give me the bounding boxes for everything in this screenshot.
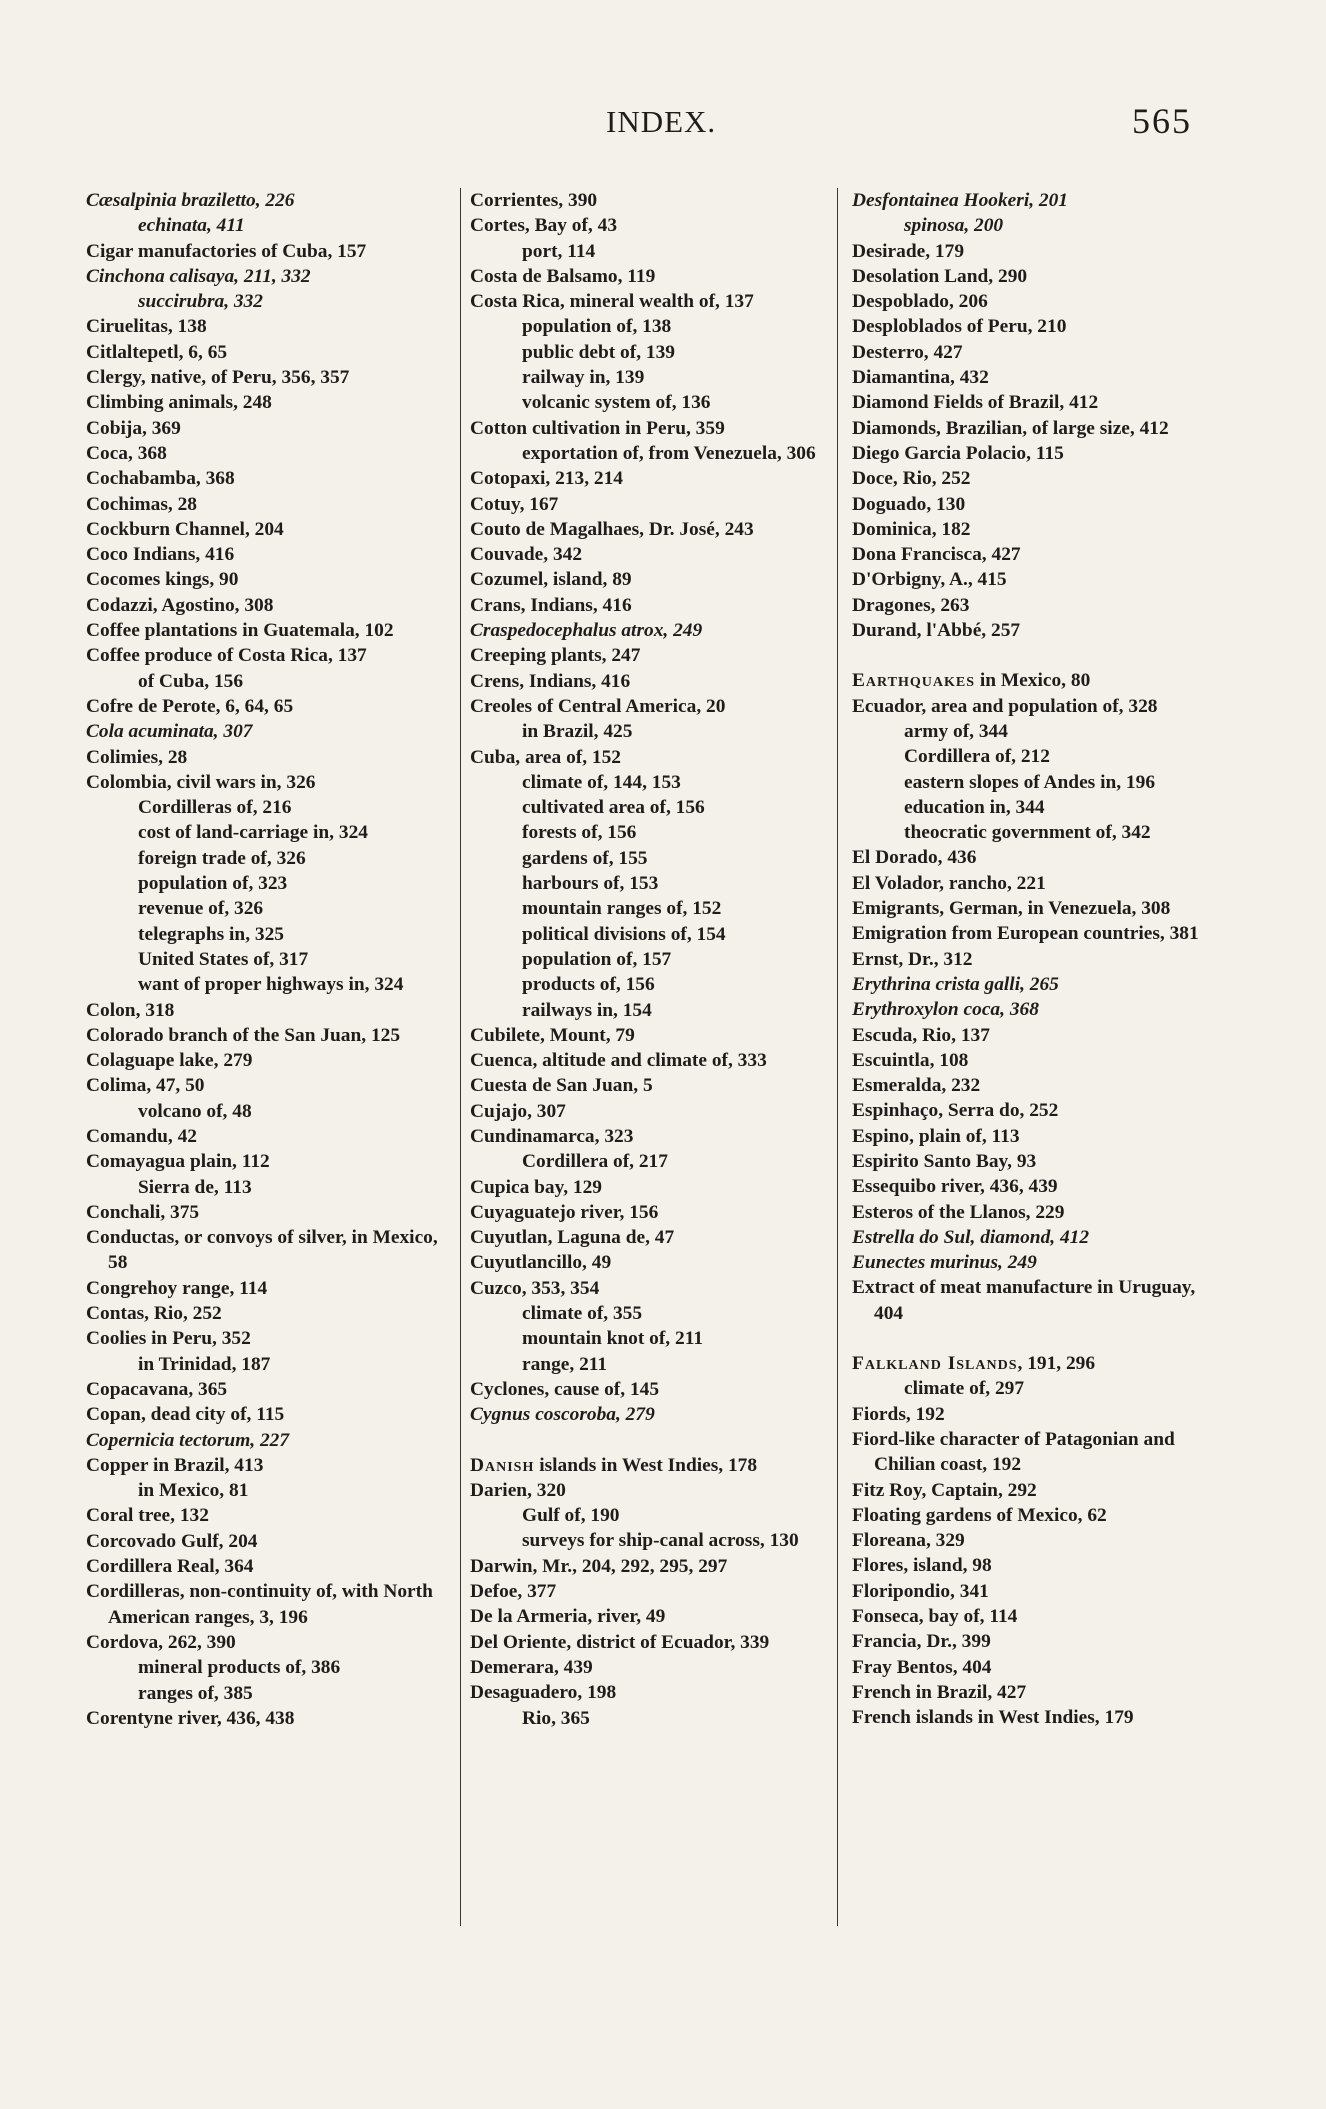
index-entry: Cobija, 369: [86, 417, 181, 439]
index-entry: Coffee plantations in Guatemala, 102: [86, 620, 394, 642]
index-entry: Colorado branch of the San Juan, 125: [86, 1024, 401, 1046]
index-subentry: echinata, 411: [138, 215, 245, 237]
index-entry: Escuda, Rio, 137: [852, 1024, 990, 1046]
index-subentry: population of, 138: [522, 316, 672, 338]
index-entry: Craspedocephalus atrox, 249: [470, 620, 703, 642]
index-entry: Copacavana, 365: [86, 1378, 228, 1400]
index-entry: Desterro, 427: [852, 341, 963, 363]
index-entry: Contas, Rio, 252: [86, 1303, 222, 1325]
index-subentry: climate of, 355: [522, 1303, 643, 1325]
index-subentry: range, 211: [522, 1353, 608, 1375]
index-entry: Coffee produce of Costa Rica, 137: [86, 645, 367, 667]
index-subentry: population of, 323: [138, 873, 288, 895]
index-subentry: population of, 157: [522, 948, 672, 970]
index-entry: Conductas, or convoys of silver, in Mexico, 58: [86, 1227, 438, 1274]
index-entry: Cuyutlancillo, 49: [470, 1252, 612, 1274]
index-entry: Desolation Land, 290: [852, 265, 1028, 287]
index-subentry: in Mexico, 81: [138, 1480, 249, 1502]
page-number: 565: [1132, 101, 1192, 141]
index-subentry: Rio, 365: [522, 1707, 590, 1729]
index-subentry: spinosa, 200: [904, 215, 1004, 237]
index-subentry: climate of, 297: [904, 1378, 1025, 1400]
index-entry: Fitz Roy, Captain, 292: [852, 1479, 1037, 1501]
index-subentry: in Trinidad, 187: [138, 1353, 271, 1375]
index-entry: Colon, 318: [86, 999, 175, 1021]
index-subentry: Gulf of, 190: [522, 1505, 620, 1527]
index-subentry: Sierra de, 113: [138, 1176, 252, 1198]
index-subentry: gardens of, 155: [522, 847, 648, 869]
index-entry: Coolies in Peru, 352: [86, 1328, 251, 1350]
index-entry: Couvade, 342: [470, 544, 583, 566]
index-entry: Defoe, 377: [470, 1581, 557, 1603]
index-entry: Doce, Rio, 252: [852, 468, 971, 490]
index-entry: Del Oriente, district of Ecuador, 339: [470, 1631, 770, 1653]
index-entry: Climbing animals, 248: [86, 392, 272, 414]
index-entry: Citlaltepetl, 6, 65: [86, 341, 228, 363]
index-entry: Cuyaguatejo river, 156: [470, 1201, 659, 1223]
index-entry: Fonseca, bay of, 114: [852, 1606, 1018, 1628]
index-subentry: railway in, 139: [522, 367, 645, 389]
index-subentry: mineral products of, 386: [138, 1657, 341, 1679]
index-entry: Darien, 320: [470, 1479, 566, 1501]
index-entry: Copan, dead city of, 115: [86, 1404, 285, 1426]
index-entry: Esmeralda, 232: [852, 1075, 981, 1097]
index-entry: Desirade, 179: [852, 240, 965, 262]
index-entry: Erythroxylon coca, 368: [852, 999, 1039, 1021]
index-entry: Cotopaxi, 213, 214: [470, 468, 623, 490]
index-entry: Cordova, 262, 390: [86, 1631, 236, 1653]
index-entry: Crans, Indians, 416: [470, 594, 632, 616]
index-subentry: exportation of, from Venezuela, 306: [522, 442, 816, 464]
index-subentry: volcano of, 48: [138, 1100, 252, 1122]
index-subentry: cultivated area of, 156: [522, 797, 705, 819]
index-subentry: railways in, 154: [522, 999, 652, 1021]
index-entry: Escuintla, 108: [852, 1049, 969, 1071]
index-entry: Ernst, Dr., 312: [852, 948, 973, 970]
index-entry: Earthquakes in Mexico, 80: [852, 670, 1091, 692]
column-divider: [837, 188, 838, 1926]
index-entry: Cigar manufactories of Cuba, 157: [86, 240, 367, 262]
index-entry: Colombia, civil wars in, 326: [86, 771, 316, 793]
index-entry: El Dorado, 436: [852, 847, 977, 869]
index-subentry: succirubra, 332: [138, 291, 263, 313]
index-entry: Cujajo, 307: [470, 1100, 566, 1122]
index-entry: Emigration from European countries, 381: [852, 923, 1199, 945]
index-entry: Congrehoy range, 114: [86, 1277, 268, 1299]
index-entry: Doguado, 130: [852, 493, 966, 515]
index-entry: Creeping plants, 247: [470, 645, 641, 667]
index-entry: Cotton cultivation in Peru, 359: [470, 417, 725, 439]
index-entry: Coco Indians, 416: [86, 544, 235, 566]
index-entry: Clergy, native, of Peru, 356, 357: [86, 367, 350, 389]
index-subentry: revenue of, 326: [138, 898, 264, 920]
index-subentry: want of proper highways in, 324: [138, 974, 404, 996]
index-entry: Desploblados of Peru, 210: [852, 316, 1067, 338]
index-entry: Cordilleras, non-continuity of, with North American ranges, 3, 196: [86, 1581, 433, 1628]
index-entry: Cuba, area of, 152: [470, 746, 621, 768]
index-entry: Francia, Dr., 399: [852, 1631, 991, 1653]
index-entry: Erythrina crista galli, 265: [852, 973, 1059, 995]
index-entry: Colaguape lake, 279: [86, 1050, 253, 1072]
index-entry: Fray Bentos, 404: [852, 1656, 992, 1678]
index-entry: Cyclones, cause of, 145: [470, 1378, 660, 1400]
index-entry: Costa de Balsamo, 119: [470, 265, 656, 287]
index-entry: Cozumel, island, 89: [470, 569, 632, 591]
index-subentry: mountain ranges of, 152: [522, 898, 722, 920]
index-subentry: foreign trade of, 326: [138, 847, 306, 869]
index-entry: Colima, 47, 50: [86, 1075, 205, 1097]
index-entry: Floating gardens of Mexico, 62: [852, 1504, 1107, 1526]
index-entry: Corrientes, 390: [470, 190, 598, 211]
index-entry: Ciruelitas, 138: [86, 316, 207, 338]
index-entry: Corentyne river, 436, 438: [86, 1707, 295, 1729]
index-entry: Crens, Indians, 416: [470, 670, 631, 692]
index-subentry: Cordillera of, 217: [522, 1151, 668, 1173]
index-entry: Copernicia tectorum, 227: [86, 1429, 290, 1451]
index-subentry: United States of, 317: [138, 948, 309, 970]
index-subentry: products of, 156: [522, 974, 655, 996]
index-entry: Cockburn Channel, 204: [86, 518, 284, 540]
index-entry: Espirito Santo Bay, 93: [852, 1150, 1037, 1172]
index-entry: Codazzi, Agostino, 308: [86, 594, 274, 616]
index-entry: Cordillera Real, 364: [86, 1556, 254, 1578]
index-subentry: Cordillera of, 212: [904, 746, 1050, 768]
index-entry: Cundinamarca, 323: [470, 1125, 634, 1147]
index-entry: Espinhaço, Serra do, 252: [852, 1100, 1059, 1122]
index-subentry: political divisions of, 154: [522, 923, 726, 945]
index-entry: Cola acuminata, 307: [86, 721, 253, 743]
index-entry: Desaguadero, 198: [470, 1682, 617, 1704]
index-subentry: cost of land-carriage in, 324: [138, 822, 368, 844]
index-entry: Costa Rica, mineral wealth of, 137: [470, 291, 754, 313]
index-entry: Dominica, 182: [852, 518, 971, 540]
index-entry: Cupica bay, 129: [470, 1176, 602, 1198]
index-entry: Fiord-like character of Patagonian and Chilian coast, 192: [852, 1428, 1175, 1476]
index-subentry: port, 114: [522, 240, 596, 262]
index-entry: Desfontainea Hookeri, 201: [852, 190, 1068, 211]
index-entry: Corcovado Gulf, 204: [86, 1530, 258, 1552]
index-column-3: [852, 188, 1208, 1731]
running-title: INDEX.: [606, 104, 717, 139]
page-header: [0, 101, 1326, 154]
index-entry: Diego Garcia Polacio, 115: [852, 442, 1064, 464]
index-subentry: climate of, 144, 153: [522, 771, 681, 793]
index-entry: Comayagua plain, 112: [86, 1151, 270, 1173]
index-entry: Cygnus coscoroba, 279: [470, 1404, 655, 1426]
index-entry: Cocomes kings, 90: [86, 569, 239, 591]
index-entry: Cotuy, 167: [470, 493, 559, 515]
index-entry: Dragones, 263: [852, 594, 970, 616]
index-entry: Dona Francisca, 427: [852, 544, 1021, 566]
index-entry: Coral tree, 132: [86, 1505, 209, 1527]
index-subentry: theocratic government of, 342: [904, 822, 1151, 844]
index-subentry: public debt of, 139: [522, 341, 675, 363]
index-entry: French islands in West Indies, 179: [852, 1707, 1134, 1729]
index-subentry: of Cuba, 156: [138, 670, 244, 692]
index-entry: Copper in Brazil, 413: [86, 1454, 264, 1476]
index-subentry: ranges of, 385: [138, 1682, 253, 1704]
index-entry: Cuyutlan, Laguna de, 47: [470, 1227, 675, 1249]
index-entry: Diamantina, 432: [852, 367, 989, 389]
index-entry: Ecuador, area and population of, 328: [852, 695, 1158, 717]
index-entry: Emigrants, German, in Venezuela, 308: [852, 898, 1171, 920]
index-entry: Diamond Fields of Brazil, 412: [852, 392, 1099, 414]
index-entry: French in Brazil, 427: [852, 1681, 1027, 1703]
index-subentry: education in, 344: [904, 796, 1045, 818]
index-entry: Despoblado, 206: [852, 291, 988, 313]
index-entry: Cæsalpinia braziletto, 226: [86, 190, 295, 211]
index-entry: Cochimas, 28: [86, 493, 197, 515]
index-subentry: harbours of, 153: [522, 873, 659, 895]
index-entry: Comandu, 42: [86, 1125, 197, 1147]
index-entry: Cinchona calisaya, 211, 332: [86, 265, 311, 287]
index-subentry: army of, 344: [904, 720, 1008, 742]
index-entry: Diamonds, Brazilian, of large size, 412: [852, 417, 1169, 439]
index-entry: Danish islands in West Indies, 178: [470, 1454, 758, 1476]
index-entry: D'Orbigny, A., 415: [852, 569, 1007, 591]
index-entry: Fiords, 192: [852, 1403, 945, 1425]
index-entry: Conchali, 375: [86, 1201, 200, 1223]
index-subentry: mountain knot of, 211: [522, 1328, 704, 1350]
index-subentry: surveys for ship-canal across, 130: [522, 1530, 799, 1552]
index-entry: El Volador, rancho, 221: [852, 872, 1046, 894]
index-entry: Flores, island, 98: [852, 1555, 992, 1577]
index-column-1: [86, 188, 450, 1731]
index-subentry: telegraphs in, 325: [138, 923, 284, 945]
index-entry: Cuenca, altitude and climate of, 333: [470, 1050, 767, 1072]
index-entry: Demerara, 439: [470, 1656, 593, 1678]
index-entry: Espino, plain of, 113: [852, 1125, 1020, 1147]
index-entry: Durand, l'Abbé, 257: [852, 620, 1021, 642]
index-entry: De la Armeria, river, 49: [470, 1606, 666, 1628]
index-entry: Couto de Magalhaes, Dr. José, 243: [470, 518, 754, 540]
index-subentry: forests of, 156: [522, 822, 637, 844]
index-entry: Colimies, 28: [86, 746, 188, 768]
index-column-2: [470, 188, 828, 1731]
index-entry: Cuzco, 353, 354: [470, 1277, 600, 1299]
index-entry: Floripondio, 341: [852, 1580, 989, 1602]
index-entry: Floreana, 329: [852, 1530, 965, 1552]
index-entry: Essequibo river, 436, 439: [852, 1176, 1058, 1198]
index-entry: Creoles of Central America, 20: [470, 695, 726, 717]
column-divider: [460, 188, 461, 1926]
index-entry: Cortes, Bay of, 43: [470, 215, 618, 237]
index-entry: Cuesta de San Juan, 5: [470, 1075, 653, 1097]
index-entry: Cochabamba, 368: [86, 468, 235, 490]
index-entry: Esteros of the Llanos, 229: [852, 1201, 1065, 1223]
index-subentry: Cordilleras of, 216: [138, 797, 292, 819]
index-entry: Eunectes murinus, 249: [852, 1252, 1037, 1274]
index-entry: Extract of meat manufacture in Uruguay, 404: [852, 1277, 1196, 1324]
index-entry: Falkland Islands, 191, 296: [852, 1353, 1096, 1375]
index-subentry: in Brazil, 425: [522, 721, 633, 743]
index-subentry: volcanic system of, 136: [522, 392, 711, 414]
index-entry: Cubilete, Mount, 79: [470, 1024, 635, 1046]
index-entry: Darwin, Mr., 204, 292, 295, 297: [470, 1555, 728, 1577]
index-subentry: eastern slopes of Andes in, 196: [904, 771, 1156, 793]
index-entry: Coca, 368: [86, 442, 167, 464]
index-entry: Estrella do Sul, diamond, 412: [852, 1226, 1090, 1248]
index-entry: Cofre de Perote, 6, 64, 65: [86, 695, 294, 717]
